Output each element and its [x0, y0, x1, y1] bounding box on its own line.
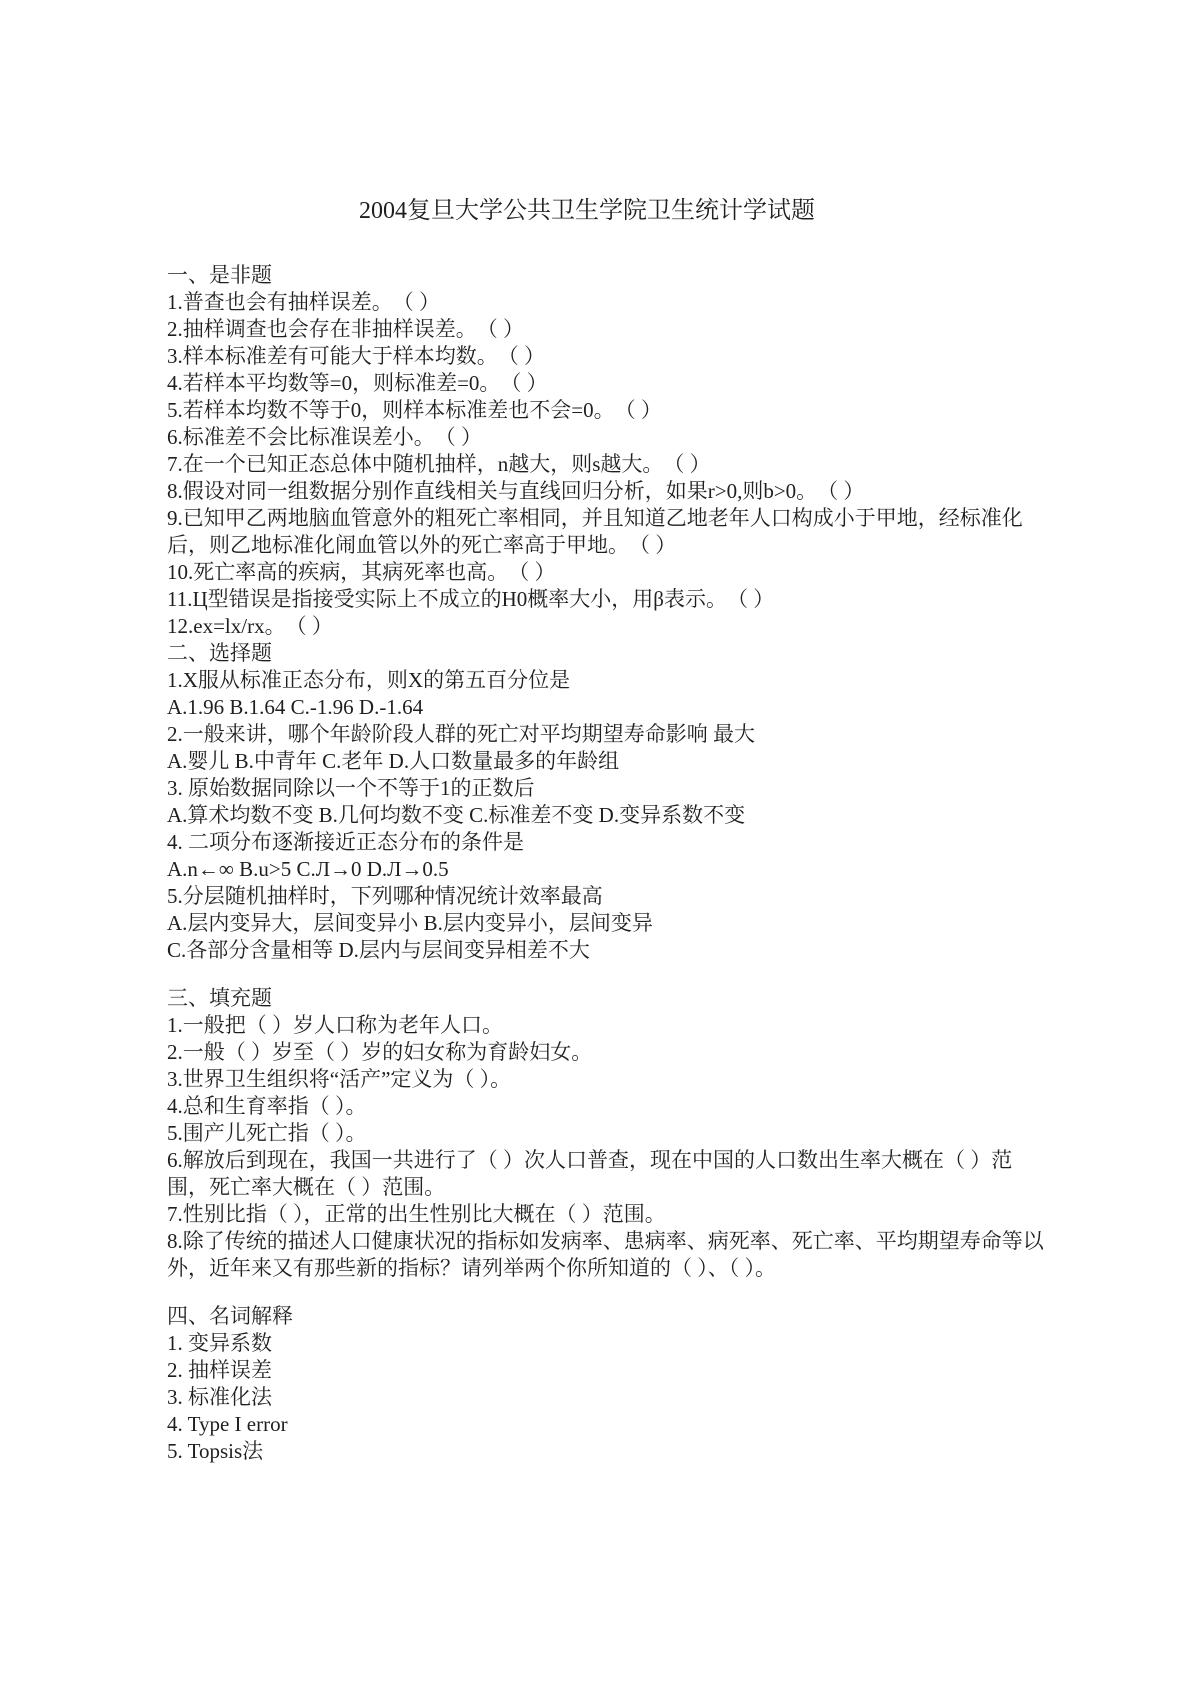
fill-question-1: 1.一般把（ ）岁人口称为老年人口。 — [167, 1013, 503, 1037]
tf-question-11: 11.Ц型错误是指接受实际上不成立的H0概率大小，用β表示。 （ ） — [167, 587, 775, 611]
section-true-false-heading: 一、是非题 — [167, 263, 272, 287]
mc-question-4: 4. 二项分布逐渐接近正态分布的条件是 — [167, 830, 524, 854]
mc-question-2-options: A.婴儿 B.中青年 C.老年 D.人口数量最多的年龄组 — [167, 749, 620, 773]
tf-question-1: 1.普查也会有抽样误差。 （ ） — [167, 290, 440, 314]
fill-question-6: 6.解放后到现在，我国一共进行了（ ）次人口普查，现在中国的人口数出生率大概在（ ）范围，死亡率大概在（ ）范围。 — [167, 1148, 1013, 1199]
mc-question-3: 3. 原始数据同除以一个不等于1的正数后 — [167, 776, 535, 800]
tf-question-4: 4.若样本平均数等=0，则标准差=0。 （ ） — [167, 371, 548, 395]
section-term-definitions — [167, 1303, 1047, 1465]
tf-question-9: 9.已知甲乙两地脑血管意外的粗死亡率相同，并且知道乙地老年人口构成小于甲地，经标准化后，则乙地标准化闹血管以外的死亡率高于甲地。 （ ） — [167, 506, 1023, 557]
fill-question-5: 5.围产儿死亡指（ ）。 — [167, 1121, 367, 1145]
fill-question-2: 2.一般（ ）岁至（ ）岁的妇女称为育龄妇女。 — [167, 1040, 593, 1064]
tf-question-7: 7.在一个已知正态总体中随机抽样，n越大，则s越大。 （ ） — [167, 452, 711, 476]
mc-question-5-options-ab: A.层内变异大，层间变异小 B.层内变异小，层间变异 — [167, 911, 653, 935]
fill-question-4: 4.总和生育率指（ ）。 — [167, 1094, 367, 1118]
section-fill-in-heading: 三、填充题 — [167, 986, 272, 1010]
mc-question-5: 5.分层随机抽样时，下列哪种情况统计效率最高 — [167, 884, 603, 908]
section-true-false — [167, 262, 1047, 640]
term-item-1: 1. 变异系数 — [167, 1331, 272, 1355]
section-fill-in — [167, 985, 1047, 1282]
tf-question-12: 12.ex=lx/rx。 （ ） — [167, 614, 333, 638]
mc-question-4-options: A.n←∞ B.u>5 C.Л→0 D.Л→0.5 — [167, 857, 449, 881]
tf-question-3: 3.样本标准差有可能大于样本均数。 （ ） — [167, 344, 545, 368]
mc-question-1: 1.X服从标准正态分布，则X的第五百分位是 — [167, 668, 571, 692]
tf-question-10: 10.死亡率高的疾病，其病死率也高。 （ ） — [167, 560, 556, 584]
fill-question-7: 7.性别比指（ ），正常的出生性别比大概在（ ）范围。 — [167, 1202, 666, 1226]
exam-content — [167, 196, 1047, 1465]
fill-question-3: 3.世界卫生组织将“活产”定义为（ ）。 — [167, 1067, 512, 1091]
tf-question-5: 5.若样本均数不等于0，则样本标准差也不会=0。 （ ） — [167, 398, 662, 422]
page-title: 2004复旦大学公共卫生学院卫生统计学试题 — [359, 198, 815, 224]
tf-question-6: 6.标准差不会比标准误差小。 （ ） — [167, 425, 482, 449]
mc-question-3-options: A.算术均数不变 B.几何均数不变 C.标准差不变 D.变异系数不变 — [167, 803, 746, 827]
section-term-definitions-heading: 四、名词解释 — [167, 1304, 293, 1328]
tf-question-2: 2.抽样调查也会存在非抽样误差。 （ ） — [167, 317, 524, 341]
section-multiple-choice — [167, 640, 1047, 964]
term-item-2: 2. 抽样误差 — [167, 1358, 272, 1382]
mc-question-5-options-cd: C.各部分含量相等 D.层内与层间变异相差不大 — [167, 938, 590, 962]
term-item-3: 3. 标准化法 — [167, 1385, 272, 1409]
tf-question-8: 8.假设对同一组数据分别作直线相关与直线回归分析，如果r>0,则b>0。 （ ） — [167, 479, 865, 503]
term-item-4: 4. Type I error — [167, 1412, 288, 1436]
fill-question-8: 8.除了传统的描述人口健康状况的指标如发病率、患病率、病死率、死亡率、平均期望寿命等以外，近年来又有那些新的指标？请列举两个你所知道的（ ）、（ ）。 — [167, 1229, 1044, 1280]
term-item-5: 5. Topsis法 — [167, 1439, 264, 1463]
mc-question-1-options: A.1.96 B.1.64 C.-1.96 D.-1.64 — [167, 695, 424, 719]
mc-question-2: 2.一般来讲，哪个年龄阶段人群的死亡对平均期望寿命影响 最大 — [167, 722, 755, 746]
section-multiple-choice-heading: 二、选择题 — [167, 641, 272, 665]
